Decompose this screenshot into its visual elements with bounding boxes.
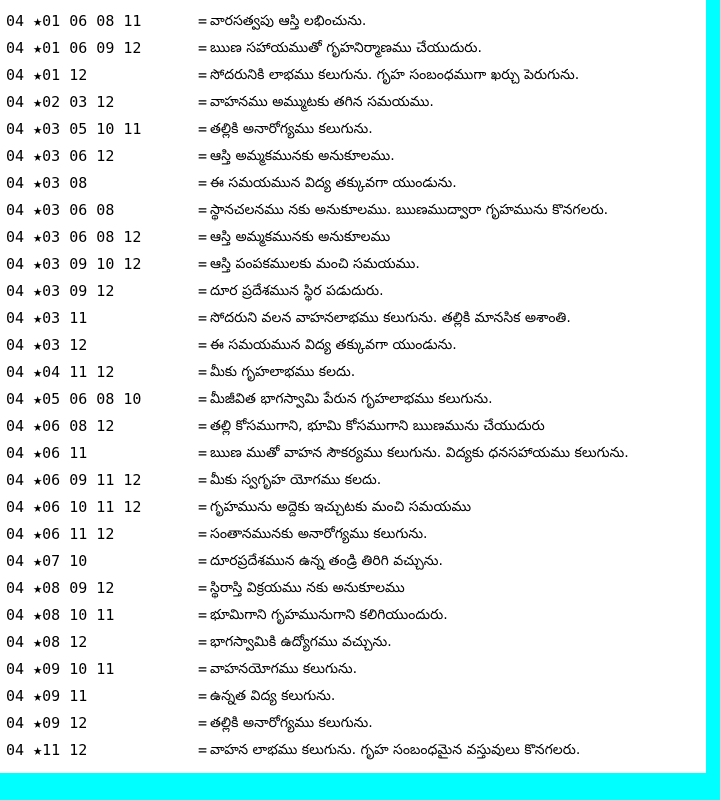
- combination-code: 04 ★03 11: [6, 309, 88, 327]
- equals-sign: =: [198, 228, 208, 246]
- equals-sign: =: [198, 39, 208, 57]
- prediction-text: వాహన లాభము కలుగును. గృహ సంబంధమైన వస్తువులు కొనగలరు.: [210, 742, 581, 758]
- prediction-text: వాహనము అమ్ముటకు తగిన సమయము.: [210, 94, 434, 110]
- combination-code: 04 ★09 10 11: [6, 660, 115, 678]
- equals-sign: =: [198, 174, 208, 192]
- list-item: [6, 62, 706, 89]
- equals-sign: =: [198, 201, 208, 219]
- list-item: [6, 629, 706, 656]
- equals-sign: =: [198, 120, 208, 138]
- equals-sign: =: [198, 552, 208, 570]
- equals-sign: =: [198, 687, 208, 705]
- equals-sign: =: [198, 363, 208, 381]
- prediction-text: భాగస్వామికి ఉద్యోగము వచ్చును.: [210, 634, 392, 650]
- combination-code: 04 ★03 06 08: [6, 201, 115, 219]
- equals-sign: =: [198, 12, 208, 30]
- prediction-text: వారసత్వపు ఆస్తి లభించును.: [210, 13, 367, 29]
- list-item: [6, 359, 706, 386]
- combination-code: 04 ★06 11 12: [6, 525, 115, 543]
- combination-code: 04 ★03 06 12: [6, 147, 115, 165]
- prediction-text: స్థానచలనము నకు అనుకూలము. ఋణముద్వారా గృహమును కొనగలరు.: [210, 202, 609, 218]
- prediction-text: తల్లికి అనారోగ్యము కలుగును.: [210, 121, 373, 137]
- list-item: [6, 170, 706, 197]
- equals-sign: =: [198, 498, 208, 516]
- combination-code: 04 ★03 05 10 11: [6, 120, 142, 138]
- list-item: [6, 440, 706, 467]
- equals-sign: =: [198, 471, 208, 489]
- list-item: [6, 8, 706, 35]
- combination-code: 04 ★03 09 12: [6, 282, 115, 300]
- equals-sign: =: [198, 633, 208, 651]
- prediction-text: ఈ సమయమున విద్య తక్కువగా యుండును.: [210, 337, 457, 353]
- combination-code: 04 ★07 10: [6, 552, 88, 570]
- list-item: [6, 413, 706, 440]
- combination-code: 04 ★06 11: [6, 444, 88, 462]
- prediction-text: ఋణ సహాయముతో గృహనిర్మాణము చేయుదురు.: [210, 40, 482, 56]
- list-item: [6, 386, 706, 413]
- prediction-text: సంతానమునకు అనారోగ్యము కలుగును.: [210, 526, 428, 542]
- combination-code: 04 ★08 10 11: [6, 606, 115, 624]
- list-item: [6, 575, 706, 602]
- combination-code: 04 ★05 06 08 10: [6, 390, 142, 408]
- combination-code: 04 ★09 12: [6, 714, 88, 732]
- equals-sign: =: [198, 147, 208, 165]
- list-item: [6, 305, 706, 332]
- combination-code: 04 ★02 03 12: [6, 93, 115, 111]
- prediction-text: మీజీవిత భాగస్వామి పేరున గృహలాభము కలుగును.: [210, 391, 493, 407]
- list-item: [6, 116, 706, 143]
- equals-sign: =: [198, 336, 208, 354]
- equals-sign: =: [198, 444, 208, 462]
- combination-code: 04 ★03 12: [6, 336, 88, 354]
- equals-sign: =: [198, 66, 208, 84]
- page-border-right: [706, 0, 720, 800]
- combination-code: 04 ★03 09 10 12: [6, 255, 142, 273]
- prediction-text: మీకు స్వగృహ యోగము కలదు.: [210, 472, 382, 488]
- results-list: [6, 8, 706, 764]
- equals-sign: =: [198, 714, 208, 732]
- combination-code: 04 ★06 08 12: [6, 417, 115, 435]
- equals-sign: =: [198, 309, 208, 327]
- combination-code: 04 ★09 11: [6, 687, 88, 705]
- prediction-text: ఆస్తి అమ్మకమునకు అనుకూలము.: [210, 148, 395, 164]
- combination-code: 04 ★06 10 11 12: [6, 498, 142, 516]
- equals-sign: =: [198, 390, 208, 408]
- list-item: [6, 224, 706, 251]
- list-item: [6, 521, 706, 548]
- prediction-text: ఆస్తి పంపకములకు మంచి సమయము.: [210, 256, 420, 272]
- prediction-text: స్థిరాస్తి విక్రయము నకు అనుకూలము: [210, 580, 405, 596]
- list-item: [6, 197, 706, 224]
- prediction-text: దూరప్రదేశమున ఉన్న తండ్రి తిరిగి వచ్చును.: [210, 553, 443, 569]
- list-item: [6, 89, 706, 116]
- prediction-text: ఋణ ముతో వాహన సౌకర్యము కలుగును. విద్యకు ధనసహాయము కలుగును.: [210, 445, 629, 461]
- list-item: [6, 35, 706, 62]
- prediction-text: సోదరుని వలన వాహనలాభము కలుగును. తల్లికి మానసిక అశాంతి.: [210, 310, 571, 326]
- prediction-text: మీకు గృహలాభము కలదు.: [210, 364, 356, 380]
- combination-code: 04 ★03 08: [6, 174, 88, 192]
- combination-code: 04 ★03 06 08 12: [6, 228, 142, 246]
- list-item: [6, 656, 706, 683]
- equals-sign: =: [198, 417, 208, 435]
- list-item: [6, 602, 706, 629]
- list-item: [6, 467, 706, 494]
- list-item: [6, 494, 706, 521]
- equals-sign: =: [198, 93, 208, 111]
- combination-code: 04 ★08 12: [6, 633, 88, 651]
- combination-code: 04 ★01 12: [6, 66, 88, 84]
- equals-sign: =: [198, 282, 208, 300]
- list-item: [6, 143, 706, 170]
- prediction-text: ఈ సమయమున విద్య తక్కువగా యుండును.: [210, 175, 457, 191]
- prediction-text: భూమిగాని గృహమునుగాని కలిగియుందురు.: [210, 607, 448, 623]
- combination-code: 04 ★04 11 12: [6, 363, 115, 381]
- equals-sign: =: [198, 579, 208, 597]
- prediction-text: సోదరునికి లాభము కలుగును. గృహ సంబంధముగా ఖర్చు పెరుగును.: [210, 67, 580, 83]
- prediction-text: తల్లికి అనారోగ్యము కలుగును.: [210, 715, 373, 731]
- equals-sign: =: [198, 660, 208, 678]
- list-item: [6, 683, 706, 710]
- prediction-text: వాహనయోగము కలుగును.: [210, 661, 358, 677]
- combination-code: 04 ★06 09 11 12: [6, 471, 142, 489]
- list-item: [6, 548, 706, 575]
- list-item: [6, 737, 706, 764]
- combination-code: 04 ★11 12: [6, 741, 88, 759]
- prediction-text: గృహమును అద్దెకు ఇచ్చుటకు మంచి సమయము: [210, 499, 472, 515]
- combination-code: 04 ★08 09 12: [6, 579, 115, 597]
- combination-code: 04 ★01 06 09 12: [6, 39, 142, 57]
- list-item: [6, 278, 706, 305]
- list-item: [6, 332, 706, 359]
- equals-sign: =: [198, 606, 208, 624]
- equals-sign: =: [198, 255, 208, 273]
- list-item: [6, 710, 706, 737]
- prediction-text: దూర ప్రదేశమున స్థిర పడుదురు.: [210, 283, 384, 299]
- prediction-text: ఆస్తి అమ్మకమునకు అనుకూలము: [210, 229, 391, 245]
- page-border-bottom: [0, 773, 720, 800]
- combination-code: 04 ★01 06 08 11: [6, 12, 142, 30]
- prediction-text: ఉన్నత విద్య కలుగును.: [210, 688, 336, 704]
- equals-sign: =: [198, 741, 208, 759]
- list-item: [6, 251, 706, 278]
- prediction-text: తల్లి కోసముగాని, భూమి కోసముగాని ఋణమును చేయుదురు: [210, 418, 545, 434]
- equals-sign: =: [198, 525, 208, 543]
